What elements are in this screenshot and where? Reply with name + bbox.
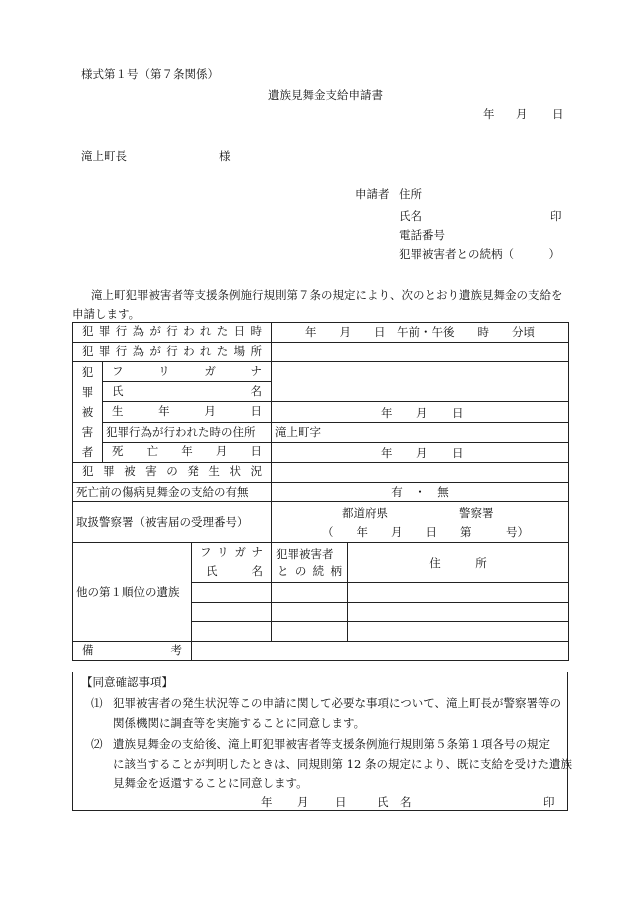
applicant-relation-label: 犯罪被害者との続柄（ ） [399, 247, 560, 261]
family-address-cell[interactable] [348, 622, 569, 642]
police-label: 取扱警察署（被害届の受理番号） [73, 502, 272, 543]
police-receipt-number: （ 年 月 日 第 号） [322, 525, 529, 539]
police-station-label: 警察署 [459, 506, 494, 520]
police-field[interactable] [272, 502, 569, 543]
sign-day-label: 日 [335, 795, 347, 809]
applicant-phone-label: 電話番号 [399, 228, 445, 242]
consent-title: 【同意確認事項】 [81, 675, 173, 689]
consent-item-1-number: ⑴ [91, 696, 103, 710]
date-year-label: 年 [483, 107, 495, 121]
damage-status-label: 犯 罪 被 害 の 発 生 状 況 [73, 463, 272, 483]
victim-name-label: 氏 名 [103, 382, 272, 402]
birth-date-field[interactable]: 年 月 日 [272, 402, 569, 422]
damage-row [73, 463, 569, 483]
victim-name-field[interactable] [272, 362, 569, 402]
death-date-label: 死 亡 年 月 日 [103, 442, 272, 462]
date-day-label: 日 [552, 107, 564, 121]
consent-item-1-line-2: 関係機関に調査等を実施することに同意します。 [113, 716, 366, 730]
death-date-field[interactable]: 年 月 日 [272, 442, 569, 462]
crime-datetime-field[interactable]: 年 月 日 午前・午後 時 分頃 [272, 323, 569, 343]
family-relation-header: 犯罪被害者 と の 続 柄 [272, 543, 348, 583]
family-name-cell[interactable] [192, 583, 272, 603]
applicant-seal-label: 印 [550, 209, 562, 223]
crime-place-field[interactable] [272, 342, 569, 362]
remarks-row [73, 641, 569, 661]
addressee-honorific: 様 [219, 149, 231, 163]
crime-time-address-label: 犯罪行為が行われた時の住所 [103, 422, 272, 442]
police-row [73, 502, 569, 543]
crime-datetime-label: 犯 罪 行 為 が 行 わ れ た 日 時 [73, 323, 272, 343]
sign-name-label: 氏 名 [377, 795, 412, 809]
crime-place-label: 犯 罪 行 為 が 行 わ れ た 場 所 [73, 342, 272, 362]
applicant-name-label: 氏名 [399, 209, 422, 223]
consent-item-2-number: ⑵ [91, 737, 103, 751]
victim-birth-row [73, 402, 569, 422]
intro-line-1: 滝上町犯罪被害者等支援条例施行規則第７条の規定により、次のとおり遺族見舞金の支給を [91, 288, 563, 302]
sign-seal-label: 印 [543, 795, 555, 809]
applicant-address-label: 住所 [399, 187, 422, 201]
victim-death-row [73, 442, 569, 462]
consent-item-2-line-3: 見舞金を返還することに同意します。 [113, 776, 308, 790]
crime-time-address-field[interactable]: 滝上町字 [272, 422, 569, 442]
form-number: 様式第１号（第７条関係） [81, 67, 219, 81]
birth-date-label: 生 年 月 日 [103, 402, 272, 422]
family-relation-cell[interactable] [272, 583, 348, 603]
consent-item-1-line-1: 犯罪被害者の発生状況等この申請に関して必要な事項について、滝上町長が警察署等の [113, 696, 562, 710]
furigana-label: フ リ ガ ナ [103, 362, 272, 382]
family-address-cell[interactable] [348, 602, 569, 622]
remarks-field[interactable] [192, 641, 569, 661]
family-relation-cell[interactable] [272, 602, 348, 622]
family-name-header: フ リ ガ ナ 氏 名 [192, 543, 272, 583]
injury-payment-label: 死亡前の傷病見舞金の支給の有無 [73, 482, 272, 502]
sign-month-label: 月 [297, 795, 309, 809]
victim-address-row [73, 422, 569, 442]
consent-item-2-line-1: 遺族見舞金の支給後、滝上町犯罪被害者等支援条例施行規則第５条第１項各号の規定 [113, 737, 550, 751]
crime-place-row [73, 342, 569, 362]
injury-payment-choice[interactable]: 有 ・ 無 [272, 482, 569, 502]
family-address-cell[interactable] [348, 583, 569, 603]
family-name-cell[interactable] [192, 622, 272, 642]
police-prefecture-label: 都道府県 [342, 506, 388, 520]
family-relation-cell[interactable] [272, 622, 348, 642]
crime-datetime-row [73, 323, 569, 343]
injury-payment-row [73, 482, 569, 502]
remarks-label: 備 考 [73, 641, 192, 661]
form-title: 遺族見舞金支給申請書 [268, 88, 383, 102]
victim-furigana-row [73, 362, 569, 382]
family-header-row [73, 543, 569, 583]
consent-item-2-line-2: に該当することが判明したときは、同規則第 12 条の規定により、既に支給を受けた遺族 [113, 757, 572, 771]
family-name-cell[interactable] [192, 602, 272, 622]
applicant-label: 申請者 [355, 187, 390, 201]
intro-line-2: 申請します。 [72, 307, 141, 321]
application-table [72, 322, 569, 661]
damage-status-field[interactable] [272, 463, 569, 483]
consent-section [72, 672, 572, 811]
family-label: 他の第１順位の遺族 [73, 543, 192, 642]
victim-label: 犯 罪 被 害 者 [73, 362, 103, 463]
date-month-label: 月 [516, 107, 528, 121]
addressee-name: 滝上町長 [81, 149, 127, 163]
sign-year-label: 年 [261, 795, 273, 809]
family-address-header: 住 所 [348, 543, 569, 583]
